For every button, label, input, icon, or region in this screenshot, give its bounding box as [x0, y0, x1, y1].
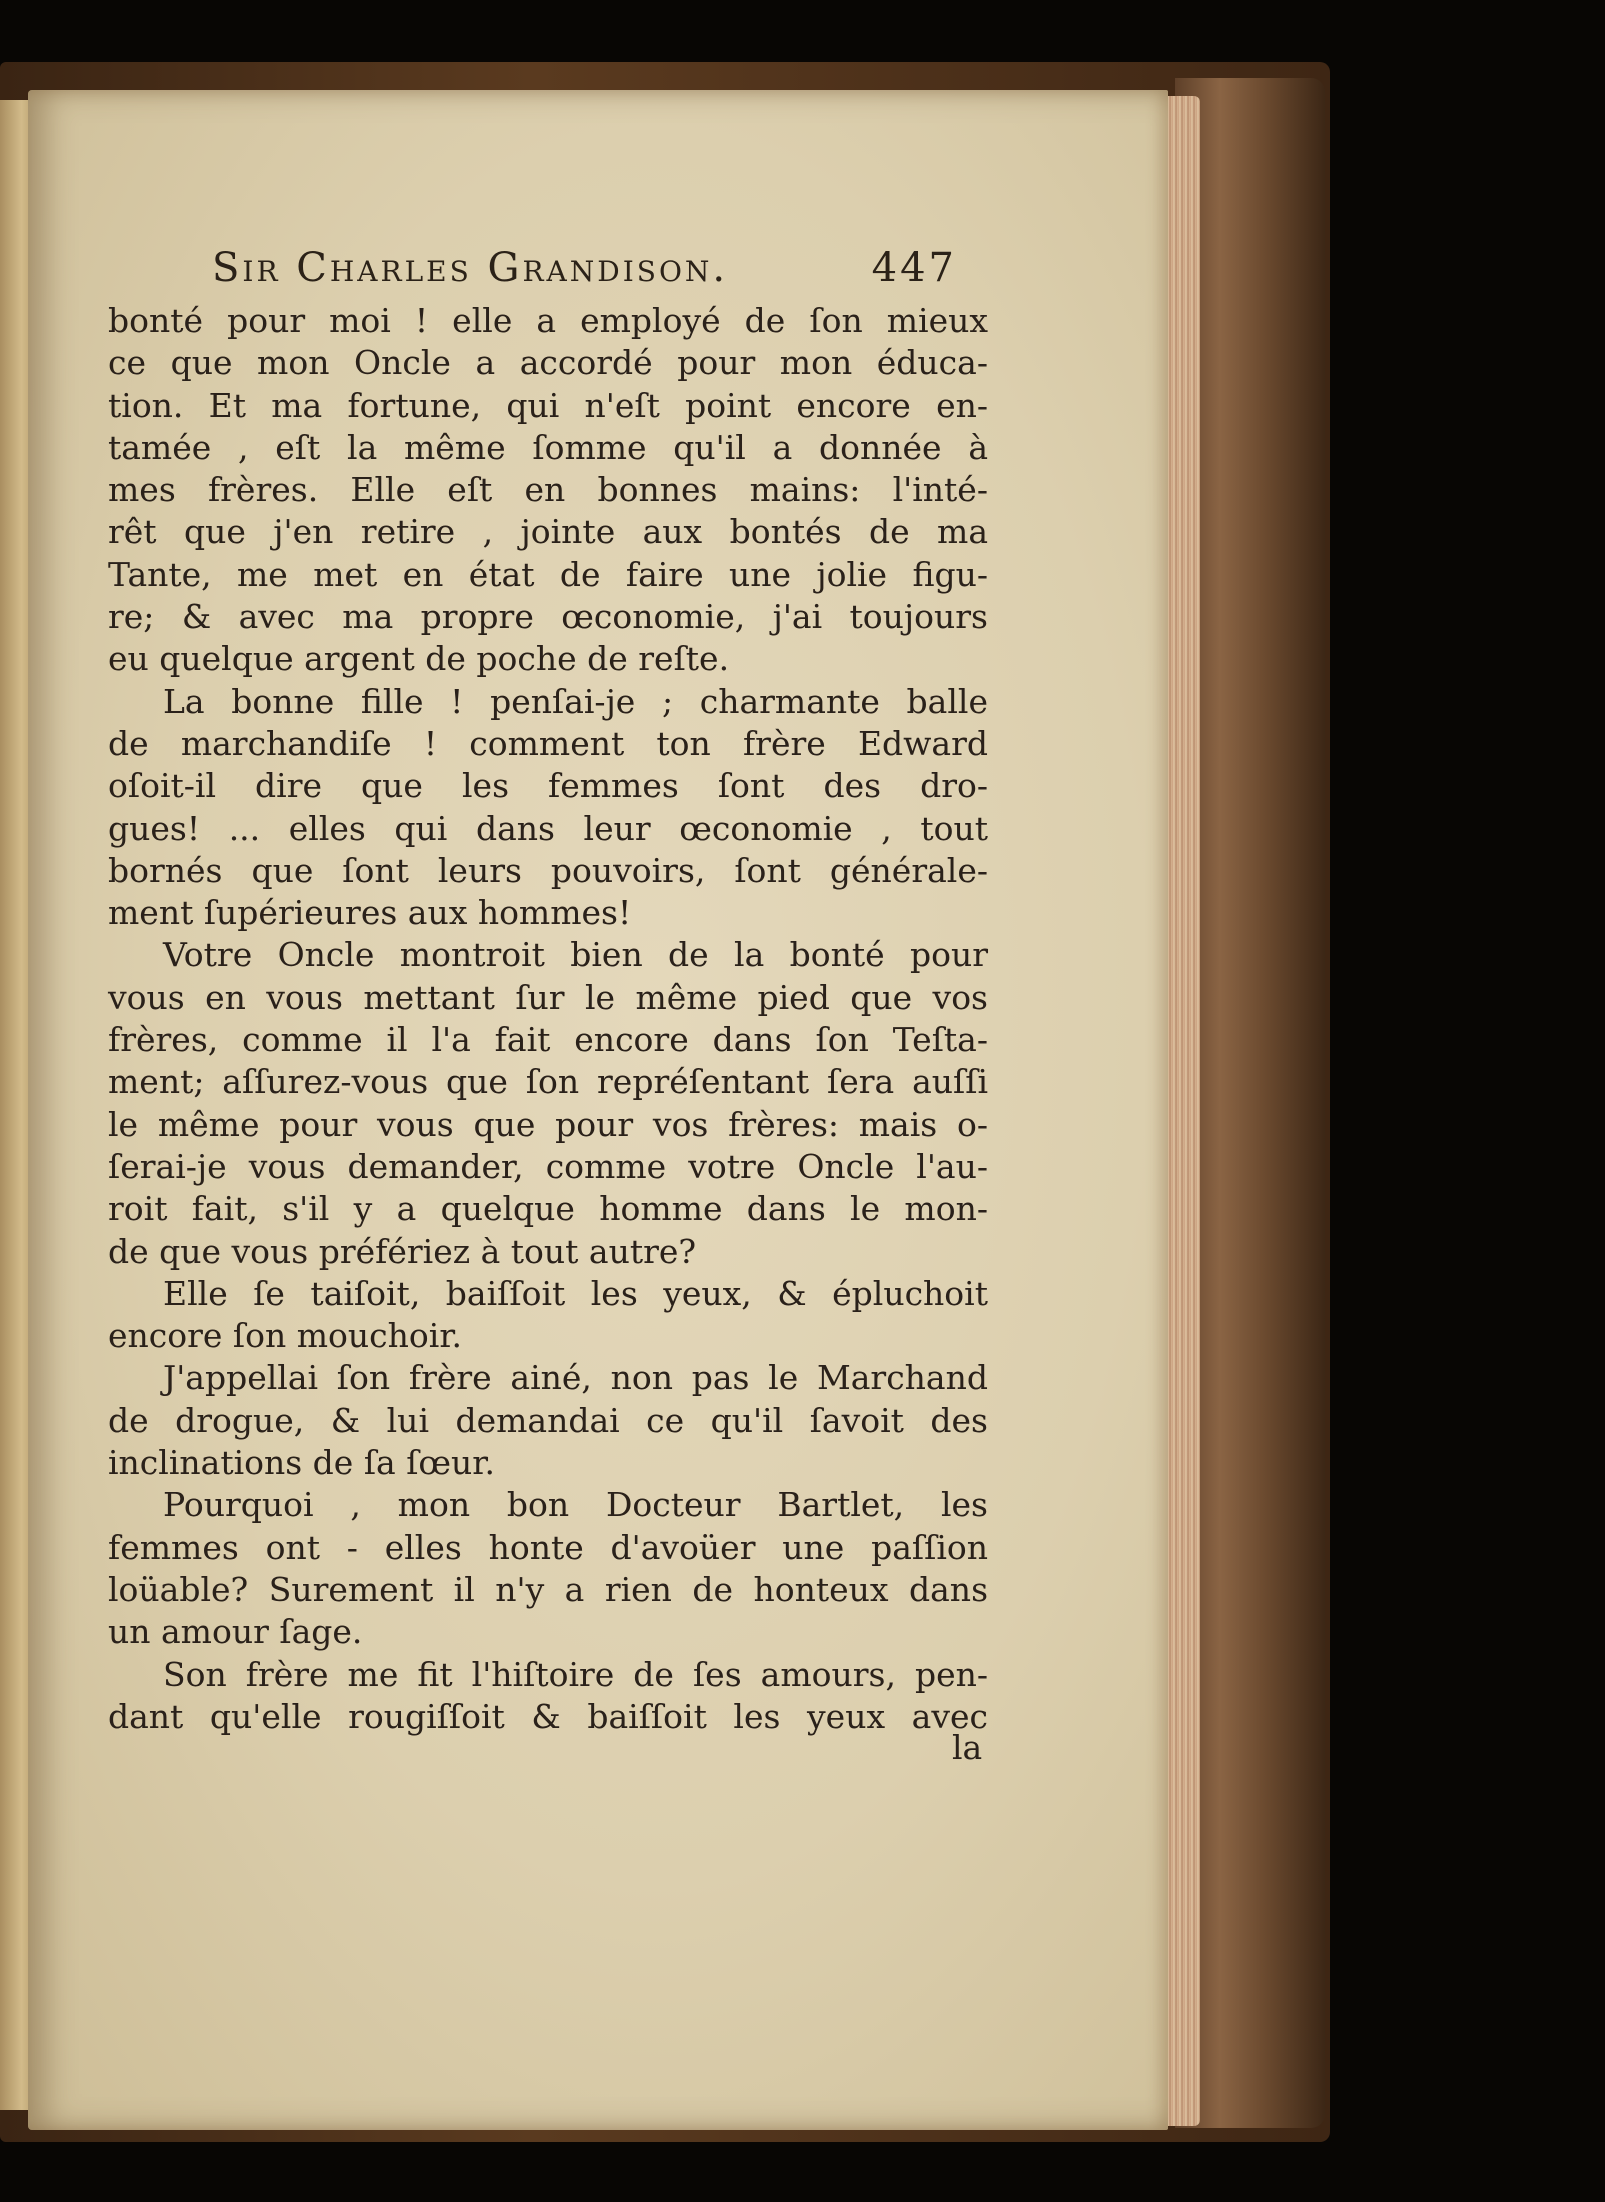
text-line: bonté pour moi ! elle a employé de ſon mieux	[108, 301, 988, 340]
text-line: ment; aſſurez-vous que ſon repréſentant ſera auſſi	[108, 1062, 988, 1102]
text-line: La bonne fille ! penſai-je ; charmante balle	[163, 681, 988, 721]
text-line: mes frères. Elle eſt en bonnes mains: l'inté-	[108, 470, 988, 510]
running-title: Sir Charles Grandison.	[212, 245, 729, 291]
text-line: tamée , eſt la même ſomme qu'il a donnée à	[108, 427, 988, 467]
text-line: ce que mon Oncle a accordé pour mon éduca-	[108, 343, 988, 383]
text-line: re; & avec ma propre œconomie, j'ai toujours	[108, 597, 988, 637]
text-line: Son frère me fit l'hiſtoire de ſes amours, pen-	[163, 1654, 988, 1694]
text-line: dant qu'elle rougiſſoit & baiſſoit les yeux avec	[108, 1696, 988, 1736]
text-line: eu quelque argent de poche de reſte.	[108, 639, 730, 679]
text-line: de que vous préfériez à tout autre?	[108, 1231, 697, 1271]
page-body-text	[108, 300, 988, 1738]
text-line: tion. Et ma fortune, qui n'eſt point encore en-	[108, 385, 988, 425]
running-header	[212, 238, 957, 298]
text-line: loüable? Surement il n'y a rien de honteux dans	[108, 1569, 988, 1609]
text-line: rêt que j'en retire , jointe aux bontés de ma	[108, 512, 988, 552]
text-line: Elle ſe taiſoit, baiſſoit les yeux, & épluchoit	[163, 1273, 988, 1313]
text-line: gues! ... elles qui dans leur œconomie , tout	[108, 808, 988, 848]
text-line: de marchandiſe ! comment ton frère Edward	[108, 723, 988, 763]
text-line: femmes ont - elles honte d'avoüer une paſſion	[108, 1527, 988, 1567]
text-line: ment ſupérieures aux hommes!	[108, 893, 632, 933]
text-line: encore ſon mouchoir.	[108, 1316, 462, 1356]
page-number: 447	[871, 245, 957, 291]
text-line: le même pour vous que pour vos frères: mais o-	[108, 1104, 988, 1144]
catchword: la	[952, 1728, 983, 1767]
text-line: de drogue, & lui demandai ce qu'il ſavoit des	[108, 1400, 988, 1440]
text-line: frères, comme il l'a fait encore dans ſon Teſta-	[108, 1020, 988, 1060]
text-line: Tante, me met en état de faire une jolie figu-	[108, 554, 988, 594]
text-line: Votre Oncle montroit bien de la bonté pour	[163, 935, 988, 975]
text-line: bornés que ſont leurs pouvoirs, ſont générale-	[108, 850, 988, 890]
text-line: un amour ſage.	[108, 1612, 363, 1652]
text-line: oſoit-il dire que les femmes ſont des dro-	[108, 766, 988, 806]
text-line: Pourquoi , mon bon Docteur Bartlet, les	[163, 1485, 988, 1525]
text-line: roit fait, s'il y a quelque homme dans le mon-	[108, 1189, 988, 1229]
text-line: J'appellai ſon frère ainé, non pas le Marchand	[163, 1358, 988, 1398]
text-line: vous en vous mettant ſur le même pied que vos	[108, 977, 988, 1017]
text-line: ſerai-je vous demander, comme votre Oncle l'au-	[108, 1146, 988, 1186]
text-line: inclinations de ſa ſœur.	[108, 1443, 495, 1483]
